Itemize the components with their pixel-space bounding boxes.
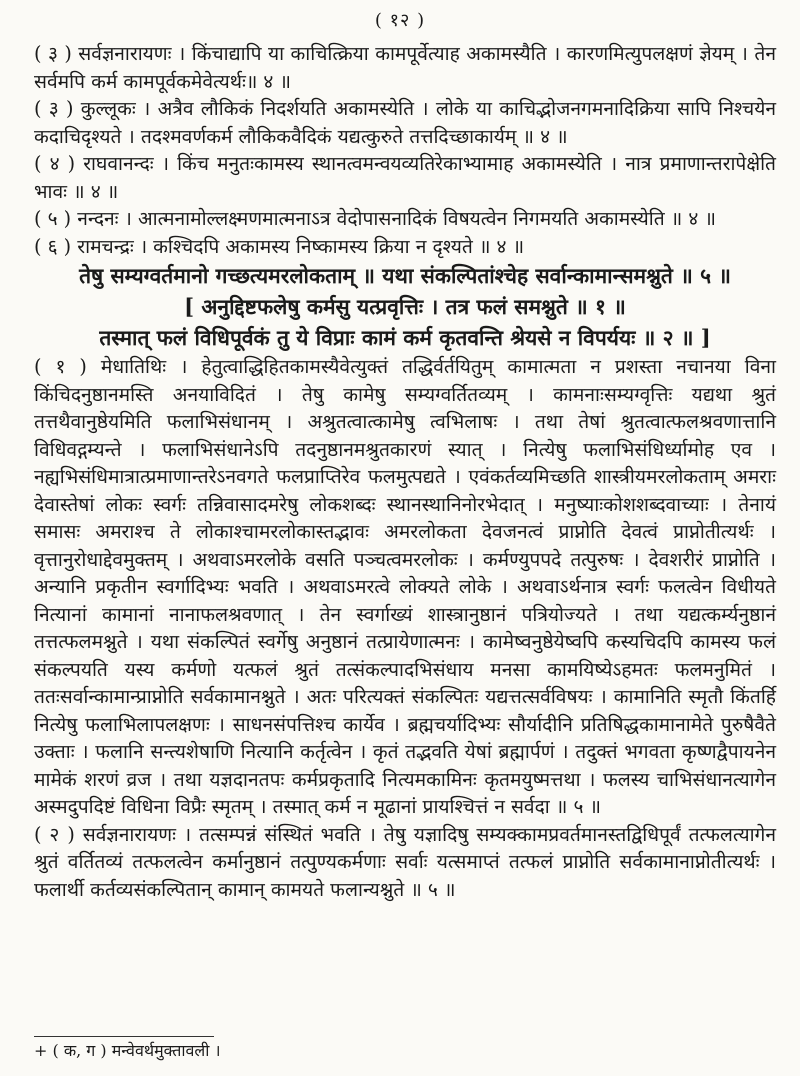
commentary-sarvajna-prev: ( ३ ) सर्वज्ञनारायणः । किंचाद्यापि या काचित्क्रिया कामपूर्वेत्याह अकामस्यैति । कारणमित्युपलक्षणं ज्ञेयम् । तेन सर्वमपि कर्म कामपूर्वकमेवेत्यर्थः॥ ४ ॥ — [34, 42, 776, 93]
commentary-sarvajna: ( २ ) सर्वज्ञनारायणः । तत्सम्पन्नं संस्थितं भवति । तेषु यज्ञादिषु सम्यक्कामप्रवर्तमानस्तद्विधिपूर्वं तत्फलत्यागेन श्रुतं वर्तितव्यं तत्फलत्वेन कर्मानुष्ठानं तत्पुण्यकर्मणाः सर्वाः यत्समाप्तं तत्फलं प्राप्नोति सर्वकामानाप्नोतीत्यर्थः । फलार्थी कर्तव्यसंकल्पितान् कामान् कामयते फलान्यश्नुते ॥ ५ ॥ — [34, 822, 776, 901]
commentary-raghavananda: ( ४ ) राघवानन्दः । किंच मनुतःकामस्य स्थानत्वमन्वयव्यतिरेकाभ्यामाह अकामस्येति । नात्र प्रमाणान्तरापेक्षेति भावः ॥ ४ ॥ — [34, 152, 776, 203]
verse-line-3: तस्मात् फलं विधिपूर्वकं तु ये विप्राः कामं कर्म कृतवन्ति श्रेयसे न विपर्ययः ॥ २ ॥ ] — [99, 325, 711, 350]
page-number: ( १२ ) — [374, 10, 426, 31]
commentary-ramachandra: ( ६ ) रामचन्द्रः । कश्चिदपि अकामस्य निष्कामस्य क्रिया न दृश्यते ॥ ४ ॥ — [34, 234, 525, 258]
footnote-divider — [34, 1036, 214, 1037]
commentary-nandana: ( ५ ) नन्दनः । आत्मनामोल्लक्ष्मणमात्मनाऽत्र वेदोपासनादिकं विषयत्वेन निगमयति अकामस्येति ॥ ४ ॥ — [34, 207, 716, 230]
commentary-medhatithi: ( १ ) मेधातिथिः । हेतुत्वाद्धिहितकामस्यैवेत्युक्तं तद्धिर्वर्तयितुम् कामात्मता न प्रशस्ता नचानया विना किंचिदनुष्ठानमस्ति अनयाविदितं । तेषु कामेषु सम्यग्वर्तितव्यम् । कामनाःसम्यग्वृत्तिः यद्यथा श्रुतं तत्तथैवानुष्ठेयमिति फलाभिसंधानम् । अश्रुतत्वात्कामेषु त्वभिलाषः । तथा तेषां श्रुतत्वात्फलश्रवणात्तानि विधिवद्गम्यन्ते । फलाभिसंधानेऽपि तदनुष्ठानमश्रुतकारणं स्यात् । नित्येषु फलाभिसंधिर्ध्यामोह एव । नह्यभिसंधिमात्रात्प्रमाणान्तरेऽनवगते फलप्राप्तिरेव फलमुत्पद्यते । एवंकर्तव्यमिच्छति शास्त्रीयमरलोकताम् अमराः देवास्तेषां लोकः स्वर्गः तन्निवासादमरेषु लोकशब्दः स्थानस्थानिनोरभेदात् । मनुष्याःकोशशब्दवाच्याः । तेनायं समासः अमराश्च ते लोकाश्चामरलोकास्तद्भावः अमरलोकता देवजनत्वं प्राप्नोति देवत्वं प्राप्नोतीत्यर्थः । वृत्तानुरोधाद्देवमुक्तम् । अथवाऽमरलोके वसति पञ्चत्वमरलोकः । कर्मण्युपपदे तत्पुरुषः । देवशरीरं प्राप्नोति । अन्यानि प्रकृतीन स्वर्गादिभ्यः भवति । अथवाऽमरत्वे लोक्यते लोके । अथवाऽर्थनात्र स्वर्गः फलत्वेन विधीयते नित्यानां कामानां नानाफलश्रवणात् । तेन स्वर्गाख्यं शास्त्रानुष्ठानं पत्रियोज्यते । तथा यद्यत्कर्म्यनुष्ठानं तत्तत्फलमश्नुते । यथा संकल्पितं स्वर्गेषु अनुष्ठानं तत्प्रायेणात्मनः । कामेष्वनुष्ठेयेष्वपि कस्यचिदपि कामस्य फलं संकल्पयति यस्य कर्मणो यत्फलं श्रुतं तत्संकल्पादभिसंधाय मनसा कामयिष्येऽहमतः फलमनुमितं । ततःसर्वान्कामान्प्राप्नोति सर्वकामानश्नुते । अतः परित्यक्तं संकल्पितः यद्यत्तत्सर्वविषयः । कामानिति स्मृतौ किंतर्हि नित्येषु फलाभिलापलक्षणः । साधनसंपत्तिश्च कार्येव । ब्रह्मचर्यादिभ्यः सौर्यादीनि प्रतिषिद्धकामानामेते पुरुषैवैते उक्ताः । फलानि सन्त्यशेषाणि नित्यानि कर्तृत्वेन । कृतं तद्भवति येषां ब्रह्मार्पणं । तदुक्तं भगवता कृष्णद्वैपायनेन मामेकं शरणं व्रज । तथा यज्ञदानतपः कर्मप्रकृतादि नित्यमकामिनः कृतमयुष्मत्तथा । फलस्य चाभिसंधानत्यागेन अस्मदुपदिष्टं विधिना विप्रैः स्मृतम् । तस्मात् कर्म न मूढानां प्रायश्चित्तं न सर्वदा ॥ ५ ॥ — [34, 355, 776, 818]
footnote: + ( क, ग ) मन्वेवर्थमुक्तावली । — [34, 1041, 221, 1060]
verse-line-2: [ अनुद्दिष्टफलेषु कर्मसु यत्प्रवृत्तिः । तत्र फलं समश्नुते ॥ १ ॥ — [184, 294, 626, 319]
page-body — [34, 40, 776, 903]
verse-line-1: तेषु सम्यग्वर्तमानो गच्छत्यमरलोकताम् ॥ यथा संकल्पितांश्चेह सर्वान्कामान्समश्नुते ॥ ५ ॥ — [79, 263, 731, 288]
commentary-kulluka: ( ३ ) कुल्लूकः । अत्रैव लौकिकं निदर्शयति अकामस्येति । लोके या काचिद्भोजनगमनादिक्रिया सापि निश्चयेन कदाचिदृश्यते । तदश्मवर्णकर्म लौकिकवैदिकं यद्यत्कुरुते तत्तदिच्छाकार्यम् ॥ ४ ॥ — [34, 97, 776, 148]
